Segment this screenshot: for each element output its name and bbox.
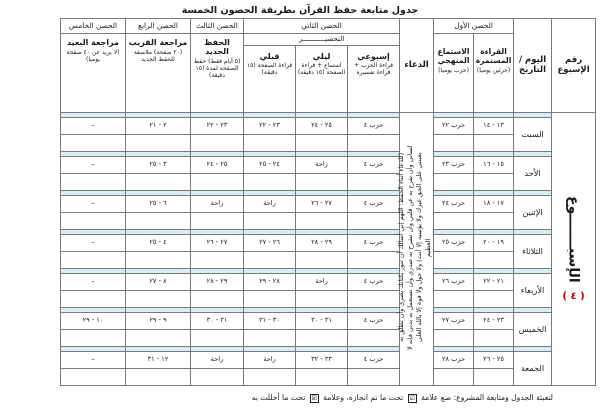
check-cell[interactable] <box>126 174 191 191</box>
reading-title: القراءة المستمرة <box>475 47 512 65</box>
check-cell[interactable] <box>348 213 400 230</box>
check-cell[interactable] <box>434 213 474 230</box>
day-header: اليوم / التاريخ <box>514 19 552 113</box>
near-header <box>126 34 191 113</box>
near-note: (٢٠ صفحة) ملاصقة للحفظ الجديد <box>133 49 183 64</box>
check-mark-icon: ☑ <box>409 394 415 402</box>
newhifz-cell[interactable]: ٢٧ - ٢٦ <box>191 235 244 252</box>
newhifz-cell[interactable]: راحة <box>191 352 244 369</box>
prep-title: التحضيـــــــــــر <box>298 35 345 44</box>
check-cell[interactable] <box>244 330 296 347</box>
nightly-cell[interactable]: ٢٧ - ٢٦ <box>296 196 348 213</box>
check-cell[interactable] <box>474 213 514 230</box>
day-cell: الأحد <box>514 157 552 191</box>
reading-header <box>474 34 514 113</box>
week-cell <box>552 113 596 386</box>
newhifz-header <box>191 34 244 113</box>
fort4-header: الحصن الرابع <box>126 19 191 34</box>
check-cell[interactable] <box>191 291 244 308</box>
tribal-title: قبلي <box>259 52 280 61</box>
nightly-cell[interactable]: راحة <box>296 157 348 174</box>
nightly-cell[interactable]: راحة <box>296 274 348 291</box>
table-row <box>6 313 596 330</box>
near-cell[interactable]: ٩ - ٢٩ <box>126 313 191 330</box>
check-cell[interactable] <box>474 135 514 152</box>
tribal-header <box>244 46 296 113</box>
near-cell[interactable]: ١٢ - ٣١ <box>126 352 191 369</box>
listening-cell[interactable]: حزب ٢٧ <box>434 313 474 330</box>
prep-header <box>244 34 400 46</box>
check-cell[interactable] <box>191 252 244 269</box>
table-row <box>6 352 596 369</box>
near-cell[interactable]: ٤ - ٢٥ <box>126 235 191 252</box>
weekly-cell[interactable]: حزب ٤ <box>348 352 400 369</box>
check-cell[interactable] <box>61 213 126 230</box>
reading-cell[interactable]: ٢١ - ٢٢ <box>474 274 514 291</box>
weekly-cell[interactable]: حزب ٤ <box>348 274 400 291</box>
check-cell[interactable] <box>434 252 474 269</box>
check-cell[interactable] <box>348 174 400 191</box>
near-cell[interactable]: ٨ - ٢٧ <box>126 274 191 291</box>
weekly-cell[interactable]: حزب ٤ <box>348 157 400 174</box>
nightly-cell[interactable]: ٣٣ - ٣٢ <box>296 352 348 369</box>
check-cell[interactable] <box>348 330 400 347</box>
fort5-header: الحصن الخامس <box>61 19 126 34</box>
reading-cell[interactable]: ١٥ - ١٦ <box>474 157 514 174</box>
check-cell[interactable] <box>61 330 126 347</box>
tribal-note: قراءة الصفحة (١٥ دقيقة) <box>246 62 293 77</box>
listening-title: الاستماع المنهجي <box>437 47 470 65</box>
check-cell[interactable] <box>126 330 191 347</box>
dua-cell <box>397 113 434 386</box>
tribal-cell[interactable]: ٢٦ - ٢٧ <box>244 235 296 252</box>
weekly-cell[interactable]: حزب ٤ <box>348 313 400 330</box>
week-number: ( ٤ ) <box>562 290 585 302</box>
nightly-cell[interactable]: ٢٥ - ٢٤ <box>296 118 348 135</box>
tribal-cell[interactable]: راحة <box>244 196 296 213</box>
reading-note: (جزئين يوميا) <box>476 67 511 75</box>
table-row <box>6 118 596 135</box>
reading-cell[interactable]: ١٧ - ١٨ <box>474 196 514 213</box>
check-cell[interactable] <box>244 174 296 191</box>
far-note: (لا يزيد عن ٤٠ صفحة يوميا) <box>66 49 120 64</box>
listening-cell[interactable]: حزب ٢٣ <box>434 157 474 174</box>
day-cell: الجمعة <box>514 352 552 386</box>
nightly-cell[interactable]: ٢٩ - ٢٨ <box>296 235 348 252</box>
far-cell[interactable]: – <box>61 274 126 291</box>
check-row <box>6 291 596 308</box>
check-cell[interactable] <box>296 213 348 230</box>
check-cell[interactable] <box>296 330 348 347</box>
far-cell[interactable]: ١٠ - ٢٩ <box>61 313 126 330</box>
newhifz-note: (٥ أيام فقط) حفظ الصفحة لمدة (١٥ دقيقة) <box>193 58 241 80</box>
listening-cell[interactable]: حزب ٢٦ <box>434 274 474 291</box>
check-row <box>6 135 596 152</box>
footer-tail: تحت ما أخللت به <box>251 393 306 402</box>
weekly-header <box>348 46 400 113</box>
check-cell[interactable] <box>244 369 296 386</box>
listening-cell[interactable]: حزب ٢٥ <box>434 235 474 252</box>
reading-cell[interactable]: ٢٥ - ٢٦ <box>474 352 514 369</box>
check-cell[interactable] <box>126 135 191 152</box>
reading-cell[interactable]: ١٩ - ٢٠ <box>474 235 514 252</box>
page-title: جدول متابعة حفظ القرآن بطريقة الحصون الخمسة <box>181 5 419 16</box>
near-title: مراجعة القريب <box>128 38 188 47</box>
check-cell[interactable] <box>348 252 400 269</box>
far-cell[interactable]: – <box>61 235 126 252</box>
check-cell[interactable] <box>191 369 244 386</box>
day-cell: السبت <box>514 118 552 152</box>
check-cell[interactable] <box>296 135 348 152</box>
nightly-cell[interactable]: ٣١ - ٣٠ <box>296 313 348 330</box>
tribal-cell[interactable]: ٢٣ - ٢٢ <box>244 118 296 135</box>
near-cell[interactable]: ٢ - ٢١ <box>126 118 191 135</box>
check-cell[interactable] <box>434 135 474 152</box>
check-cell[interactable] <box>191 330 244 347</box>
table-row <box>6 196 596 213</box>
check-cell[interactable] <box>244 291 296 308</box>
check-cell[interactable] <box>191 135 244 152</box>
listening-header <box>434 34 474 113</box>
check-cell[interactable] <box>126 252 191 269</box>
check-cell[interactable] <box>296 174 348 191</box>
tribal-cell[interactable]: راحة <box>244 352 296 369</box>
tribal-cell[interactable]: ٢٤ - ٢٥ <box>244 157 296 174</box>
nightly-note: استماع + قراءة الصفحة (١٥ دقيقة) <box>297 62 346 77</box>
fort2-header: الحصن الثاني <box>244 19 400 34</box>
check-cell[interactable] <box>61 135 126 152</box>
newhifz-cell[interactable]: ٢٣ - ٢٢ <box>191 118 244 135</box>
far-cell[interactable]: – <box>61 196 126 213</box>
table-row <box>6 235 596 252</box>
near-cell[interactable]: ٣ - ٢٥ <box>126 157 191 174</box>
listening-note: (حزب يوميا) <box>438 67 469 75</box>
footer-lead: لتعبئة الجدول ومتابعة المشروع: ضع علامة <box>421 393 553 402</box>
check-row <box>6 213 596 230</box>
schedule-table <box>5 18 596 386</box>
newhifz-title: الحفظ الجديد <box>204 38 230 57</box>
far-cell[interactable]: – <box>61 352 126 369</box>
check-cell[interactable] <box>296 369 348 386</box>
nightly-header <box>296 46 348 113</box>
newhifz-cell[interactable]: راحة <box>191 196 244 213</box>
newhifz-cell[interactable]: ٢٥ - ٢٤ <box>191 157 244 174</box>
check-row <box>6 174 596 191</box>
check-cell[interactable] <box>61 252 126 269</box>
fort3-header: الحصن الثالث <box>191 19 244 34</box>
listening-cell[interactable]: حزب ٢٢ <box>434 118 474 135</box>
check-row <box>6 330 596 347</box>
reading-cell[interactable]: ١٣ - ١٤ <box>474 118 514 135</box>
day-cell: الأربعاء <box>514 274 552 308</box>
week-header: رقم الإسبوع <box>552 19 596 113</box>
check-cell[interactable] <box>191 174 244 191</box>
check-cell[interactable] <box>296 291 348 308</box>
day-cell: الخميس <box>514 313 552 347</box>
weekly-note: قراءة الحزب + قراءة تفسيره <box>354 62 394 77</box>
check-cell[interactable] <box>434 291 474 308</box>
check-cell[interactable] <box>434 174 474 191</box>
check-cell[interactable] <box>61 174 126 191</box>
check-cell[interactable] <box>296 252 348 269</box>
check-cell[interactable] <box>348 291 400 308</box>
check-cell[interactable] <box>126 291 191 308</box>
newhifz-cell[interactable]: ٣١ - ٣٠ <box>191 313 244 330</box>
check-cell[interactable] <box>434 369 474 386</box>
tribal-cell[interactable]: ٣٠ - ٣١ <box>244 313 296 330</box>
check-cell[interactable] <box>474 369 514 386</box>
cross-mark-icon: ☒ <box>311 394 317 402</box>
check-cell[interactable] <box>474 291 514 308</box>
far-header <box>61 34 126 113</box>
listening-cell[interactable]: حزب ٢٨ <box>434 352 474 369</box>
day-cell: الإثنين <box>514 196 552 230</box>
far-title: مراجعة البعيد <box>66 38 119 47</box>
reading-cell[interactable]: ٢٣ - ٢٤ <box>474 313 514 330</box>
week-mark: الإسبـــــــوع <box>565 195 582 283</box>
near-cell[interactable]: ٦ - ٢٥ <box>126 196 191 213</box>
instructions-footer <box>5 393 595 403</box>
check-cell[interactable] <box>474 330 514 347</box>
fort1-header: الحصن الأول <box>434 19 514 34</box>
check-cell[interactable] <box>61 369 126 386</box>
table-row <box>6 157 596 174</box>
check-cell[interactable] <box>126 369 191 386</box>
check-cell[interactable] <box>191 213 244 230</box>
check-cell[interactable] <box>348 135 400 152</box>
check-row <box>6 369 596 386</box>
check-cell[interactable] <box>434 330 474 347</box>
newhifz-cell[interactable]: ٢٩ - ٢٨ <box>191 274 244 291</box>
check-cell[interactable] <box>61 291 126 308</box>
table-row <box>6 274 596 291</box>
listening-cell[interactable]: حزب ٢٤ <box>434 196 474 213</box>
check-cell[interactable] <box>244 252 296 269</box>
check-cell[interactable] <box>244 213 296 230</box>
check-cell[interactable] <box>348 369 400 386</box>
check-cell[interactable] <box>474 174 514 191</box>
check-cell[interactable] <box>244 135 296 152</box>
day-cell: الثلاثاء <box>514 235 552 269</box>
weekly-cell[interactable]: حزب ٤ <box>348 235 400 252</box>
nightly-title: ليلي <box>312 52 331 61</box>
dua-header: الدعاء <box>400 19 434 113</box>
footer-mid: تحت ما تم انجازه، وعلامة <box>323 393 404 402</box>
weekly-cell[interactable]: حزب ٤ <box>348 118 400 135</box>
check-cell[interactable] <box>474 252 514 269</box>
weekly-title: إسبوعي <box>357 52 390 61</box>
check-row <box>6 252 596 269</box>
check-cell[interactable] <box>126 213 191 230</box>
weekly-cell[interactable]: حزب ٤ <box>348 196 400 213</box>
dua-text: (للدعاء أثناء الحفظ: اللهم إني أسألك أن تنور بكتابك بصري وأن تطلق به لساني وأن تفرج به عن قلبي وأن تشرح به صدري وأن تستعمل به بدني فإنه لا يعينني على الحق غيرك ولا يؤتينيه إلا أنت) ولا حول ولا قوة إلا بالله العلي العظيم <box>397 145 433 350</box>
tribal-cell[interactable]: ٢٨ - ٢٩ <box>244 274 296 291</box>
far-cell[interactable]: – <box>61 157 126 174</box>
far-cell[interactable]: – <box>61 118 126 135</box>
